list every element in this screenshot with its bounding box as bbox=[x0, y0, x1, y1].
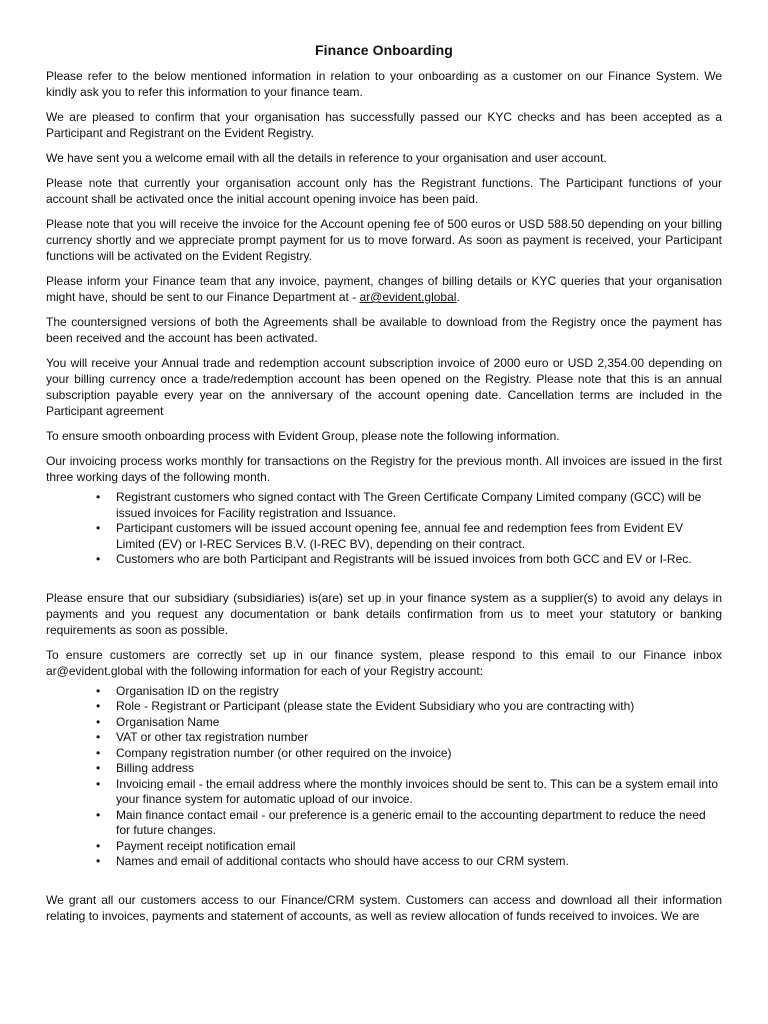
intro-paragraph: Please refer to the below mentioned information in relation to your onboarding as a customer on our Finance System. We kindly ask you to refer this information to your finance team. bbox=[46, 69, 722, 99]
inform-paragraph bbox=[46, 273, 722, 305]
list-item-text: Billing address bbox=[116, 761, 195, 775]
inform-end: . bbox=[456, 290, 460, 304]
list-item bbox=[96, 777, 722, 808]
list-item-text: Participant customers will be issued account opening fee, annual fee and redemption fees from Evident EV Limited (EV) or I-REC Services B.V. (I-REC BV), depending on their contract. bbox=[116, 521, 683, 551]
bullet-icon: • bbox=[96, 714, 101, 729]
invoicing-process-paragraph: Our invoicing process works monthly for transactions on the Registry for the previous month. All invoices are issued in the first three working days of the following month. bbox=[46, 454, 722, 484]
list-item-text: Organisation ID on the registry bbox=[116, 683, 279, 698]
inform-text: Please inform your Finance team that any invoice, payment, changes of billing details or KYC queries that your organisation might have, should be sent to our Finance Department at - bbox=[46, 274, 722, 304]
info-bullet-list bbox=[96, 684, 722, 870]
bullet-icon: • bbox=[96, 807, 101, 822]
list-item bbox=[96, 808, 722, 839]
registrant-paragraph: Please note that currently your organisation account only has the Registrant functions. The Participant functions of your account shall be activated once the initial account opening invoice has been paid. bbox=[46, 176, 722, 206]
invoice-bullet-list bbox=[96, 490, 722, 568]
bullet-icon: • bbox=[96, 776, 101, 791]
smooth-onboarding-paragraph: To ensure smooth onboarding process with Evident Group, please note the following information. bbox=[46, 429, 560, 443]
list-item-text: Main finance contact email - our preference is a generic email to the accounting department to reduce the need for future changes. bbox=[116, 807, 706, 837]
list-item-text: Company registration number (or other required on the invoice) bbox=[116, 745, 452, 760]
list-item-text: Customers who are both Participant and Registrants will be issued invoices from both GCC and EV or I-Rec. bbox=[116, 552, 692, 566]
setup-paragraph: To ensure customers are correctly set up in our finance system, please respond to this email to our Finance inbox ar@evident.global with the following information for each of your Registry account: bbox=[46, 647, 722, 678]
list-item-text: Organisation Name bbox=[116, 714, 220, 729]
invoice-fee-paragraph: Please note that you will receive the invoice for the Account opening fee of 500 euros or USD 588.50 depending on your billing currency shortly and we appreciate prompt payment for us to move forward. As soon as payment is received, your Participant functions will be activated on the Evident Registry. bbox=[46, 217, 722, 263]
list-item bbox=[96, 839, 722, 855]
list-item bbox=[96, 854, 722, 870]
bullet-icon: • bbox=[96, 745, 101, 760]
bullet-icon: • bbox=[96, 683, 101, 698]
bullet-icon: • bbox=[96, 838, 101, 853]
list-item-text: Invoicing email - the email address where the monthly invoices should be sent to. This can be a system email into your finance system for automatic upload of our invoice. bbox=[116, 776, 719, 806]
bullet-icon: • bbox=[96, 730, 101, 744]
welcome-paragraph: We have sent you a welcome email with all the details in reference to your organisation and user account. bbox=[46, 151, 607, 165]
list-item bbox=[96, 699, 722, 715]
bullet-icon: • bbox=[96, 552, 101, 566]
list-item-text: Payment receipt notification email bbox=[116, 838, 296, 853]
bullet-icon: • bbox=[96, 854, 101, 868]
list-item bbox=[96, 521, 722, 552]
list-item bbox=[96, 730, 722, 746]
list-item bbox=[96, 746, 722, 762]
list-item bbox=[96, 684, 722, 700]
bullet-icon: • bbox=[96, 490, 101, 504]
annual-subscription-paragraph: You will receive your Annual trade and redemption account subscription invoice of 2000 euro or USD 2,354.00 depending on your billing currency once a trade/redemption account has been opened on the Registry. Please note that this is an annual subscription payable every year on the anniversary of the account opening date. Cancellation terms are included in the Participant agreement bbox=[46, 356, 722, 418]
page-title: Finance Onboarding bbox=[315, 42, 453, 58]
bullet-icon: • bbox=[96, 521, 101, 535]
list-item-text: Names and email of additional contacts who should have access to our CRM system. bbox=[116, 854, 569, 868]
list-item bbox=[96, 761, 722, 777]
list-item-text: Registrant customers who signed contact with The Green Certificate Company Limited company (GCC) will be issued invoices for Facility registration and Issuance. bbox=[116, 490, 702, 520]
list-item-text: VAT or other tax registration number bbox=[116, 730, 309, 744]
subsidiary-paragraph: Please ensure that our subsidiary (subsidiaries) is(are) set up in your finance system as a supplier(s) to avoid any delays in payments and you request any documentation or bank details confirmation from us to meet your statutory or banking requirements as soon as possible. bbox=[46, 590, 722, 637]
list-item bbox=[96, 552, 722, 568]
crm-paragraph: We grant all our customers access to our Finance/CRM system. Customers can access and download all their information relating to invoices, payments and statement of accounts, as well as review allocation of funds received to invoices. We are bbox=[46, 892, 722, 923]
countersigned-paragraph: The countersigned versions of both the Agreements shall be available to download from the Registry once the payment has been received and the account has been activated. bbox=[46, 315, 722, 345]
list-item-text: Role - Registrant or Participant (please state the Evident Subsidiary who you are contracting with) bbox=[116, 699, 635, 713]
list-item bbox=[96, 715, 722, 731]
bullet-icon: • bbox=[96, 761, 101, 775]
finance-email-link[interactable]: ar@evident.global bbox=[359, 290, 457, 304]
bullet-icon: • bbox=[96, 699, 101, 713]
kyc-paragraph: We are pleased to confirm that your organisation has successfully passed our KYC checks and has been accepted as a Participant and Registrant on the Evident Registry. bbox=[46, 110, 722, 140]
list-item bbox=[96, 490, 722, 521]
